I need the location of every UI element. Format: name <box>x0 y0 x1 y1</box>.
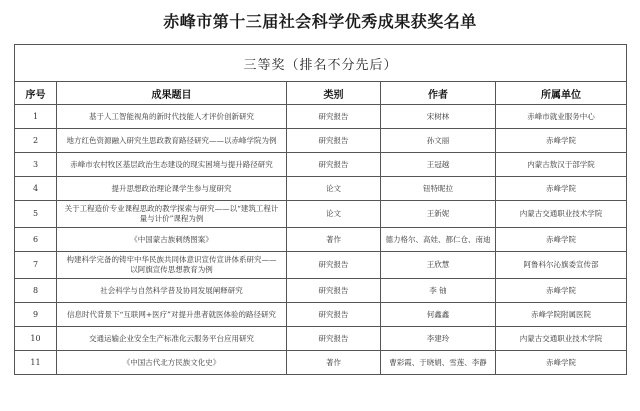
row-unit: 赤峰学院 <box>496 279 627 303</box>
row-unit: 内蒙古交通职业技术学院 <box>496 201 627 228</box>
table-row <box>15 351 627 375</box>
row-unit: 赤峰学院 <box>496 228 627 252</box>
row-author: 钮特昵拉 <box>381 177 496 201</box>
row-unit: 赤峰市就业服务中心 <box>496 105 627 129</box>
row-unit: 阿鲁科尔沁旗委宣传部 <box>496 252 627 279</box>
row-author: 李 铀 <box>381 279 496 303</box>
row-title: 信息时代背景下“互联网+医疗”对提升患者就医体验的路径研究 <box>57 303 287 327</box>
table-row <box>15 201 627 228</box>
table-row <box>15 327 627 351</box>
row-number: 3 <box>15 153 57 177</box>
column-header-category: 类别 <box>287 82 381 105</box>
row-number: 4 <box>15 177 57 201</box>
table-row <box>15 279 627 303</box>
column-header-author: 作者 <box>381 82 496 105</box>
row-category: 研究报告 <box>287 252 381 279</box>
row-author: 德力格尔、高娃、都仁仓、南迪 <box>381 228 496 252</box>
column-header-unit: 所属单位 <box>496 82 627 105</box>
row-category: 论文 <box>287 201 381 228</box>
row-category: 研究报告 <box>287 327 381 351</box>
table-row <box>15 252 627 279</box>
table-row <box>15 129 627 153</box>
row-number: 5 <box>15 201 57 228</box>
row-category: 著作 <box>287 351 381 375</box>
column-header-row <box>15 82 627 105</box>
row-author: 孙文丽 <box>381 129 496 153</box>
row-number: 2 <box>15 129 57 153</box>
row-number: 11 <box>15 351 57 375</box>
row-number: 10 <box>15 327 57 351</box>
row-unit: 内蒙古敖汉于部学院 <box>496 153 627 177</box>
row-title: 交通运输企业安全生产标准化云服务平台应用研究 <box>57 327 287 351</box>
row-title: 构建科学完备的铸牢中华民族共同体意识宣传宣讲体系研究——以阿旗宣传思想教育为例 <box>57 252 287 279</box>
column-header-title: 成果题目 <box>57 82 287 105</box>
row-title: 关于工程造价专业课程思政的教学探索与研究——以“建筑工程计量与计价”课程为例 <box>57 201 287 228</box>
row-category: 著作 <box>287 228 381 252</box>
row-unit: 赤峰学院 <box>496 177 627 201</box>
row-unit: 赤峰学院 <box>496 351 627 375</box>
row-author: 王欣慧 <box>381 252 496 279</box>
table-row <box>15 105 627 129</box>
row-title: 《中国蒙古族刺绣图案》 <box>57 228 287 252</box>
row-title: 《中国古代北方民族文化史》 <box>57 351 287 375</box>
row-author: 何鑫鑫 <box>381 303 496 327</box>
row-number: 1 <box>15 105 57 129</box>
row-author: 曹彩霞、于晓娟、雪莲、李静 <box>381 351 496 375</box>
row-unit: 赤峰学院附属医院 <box>496 303 627 327</box>
table-row <box>15 228 627 252</box>
row-number: 9 <box>15 303 57 327</box>
row-category: 研究报告 <box>287 105 381 129</box>
row-title: 赤峰市农村牧区基层政治生态建设的现实困境与提升路径研究 <box>57 153 287 177</box>
document-title: 赤峰市第十三届社会科学优秀成果获奖名单 <box>163 12 477 31</box>
tier-label: 三等奖（排名不分先后） <box>15 45 627 82</box>
row-title: 地方红色资源融入研究生思政教育路径研究——以赤峰学院为例 <box>57 129 287 153</box>
row-author: 王新妮 <box>381 201 496 228</box>
row-number: 6 <box>15 228 57 252</box>
row-title: 社会科学与自然科学普及协同发展阐释研究 <box>57 279 287 303</box>
row-author: 宋树林 <box>381 105 496 129</box>
table-row <box>15 303 627 327</box>
row-number: 8 <box>15 279 57 303</box>
table-row <box>15 177 627 201</box>
row-author: 李建玲 <box>381 327 496 351</box>
row-unit: 内蒙古交通职业技术学院 <box>496 327 627 351</box>
row-category: 论文 <box>287 177 381 201</box>
row-category: 研究报告 <box>287 279 381 303</box>
row-category: 研究报告 <box>287 153 381 177</box>
awards-table <box>14 44 627 375</box>
column-header-no: 序号 <box>15 82 57 105</box>
row-unit: 赤峰学院 <box>496 129 627 153</box>
table-row <box>15 153 627 177</box>
tier-header-row <box>15 45 627 82</box>
row-title: 基于人工智能视角的新时代技能人才评价创新研究 <box>57 105 287 129</box>
row-number: 7 <box>15 252 57 279</box>
row-category: 研究报告 <box>287 303 381 327</box>
row-title: 提升思想政治理论课学生参与度研究 <box>57 177 287 201</box>
row-author: 王冠越 <box>381 153 496 177</box>
row-category: 研究报告 <box>287 129 381 153</box>
